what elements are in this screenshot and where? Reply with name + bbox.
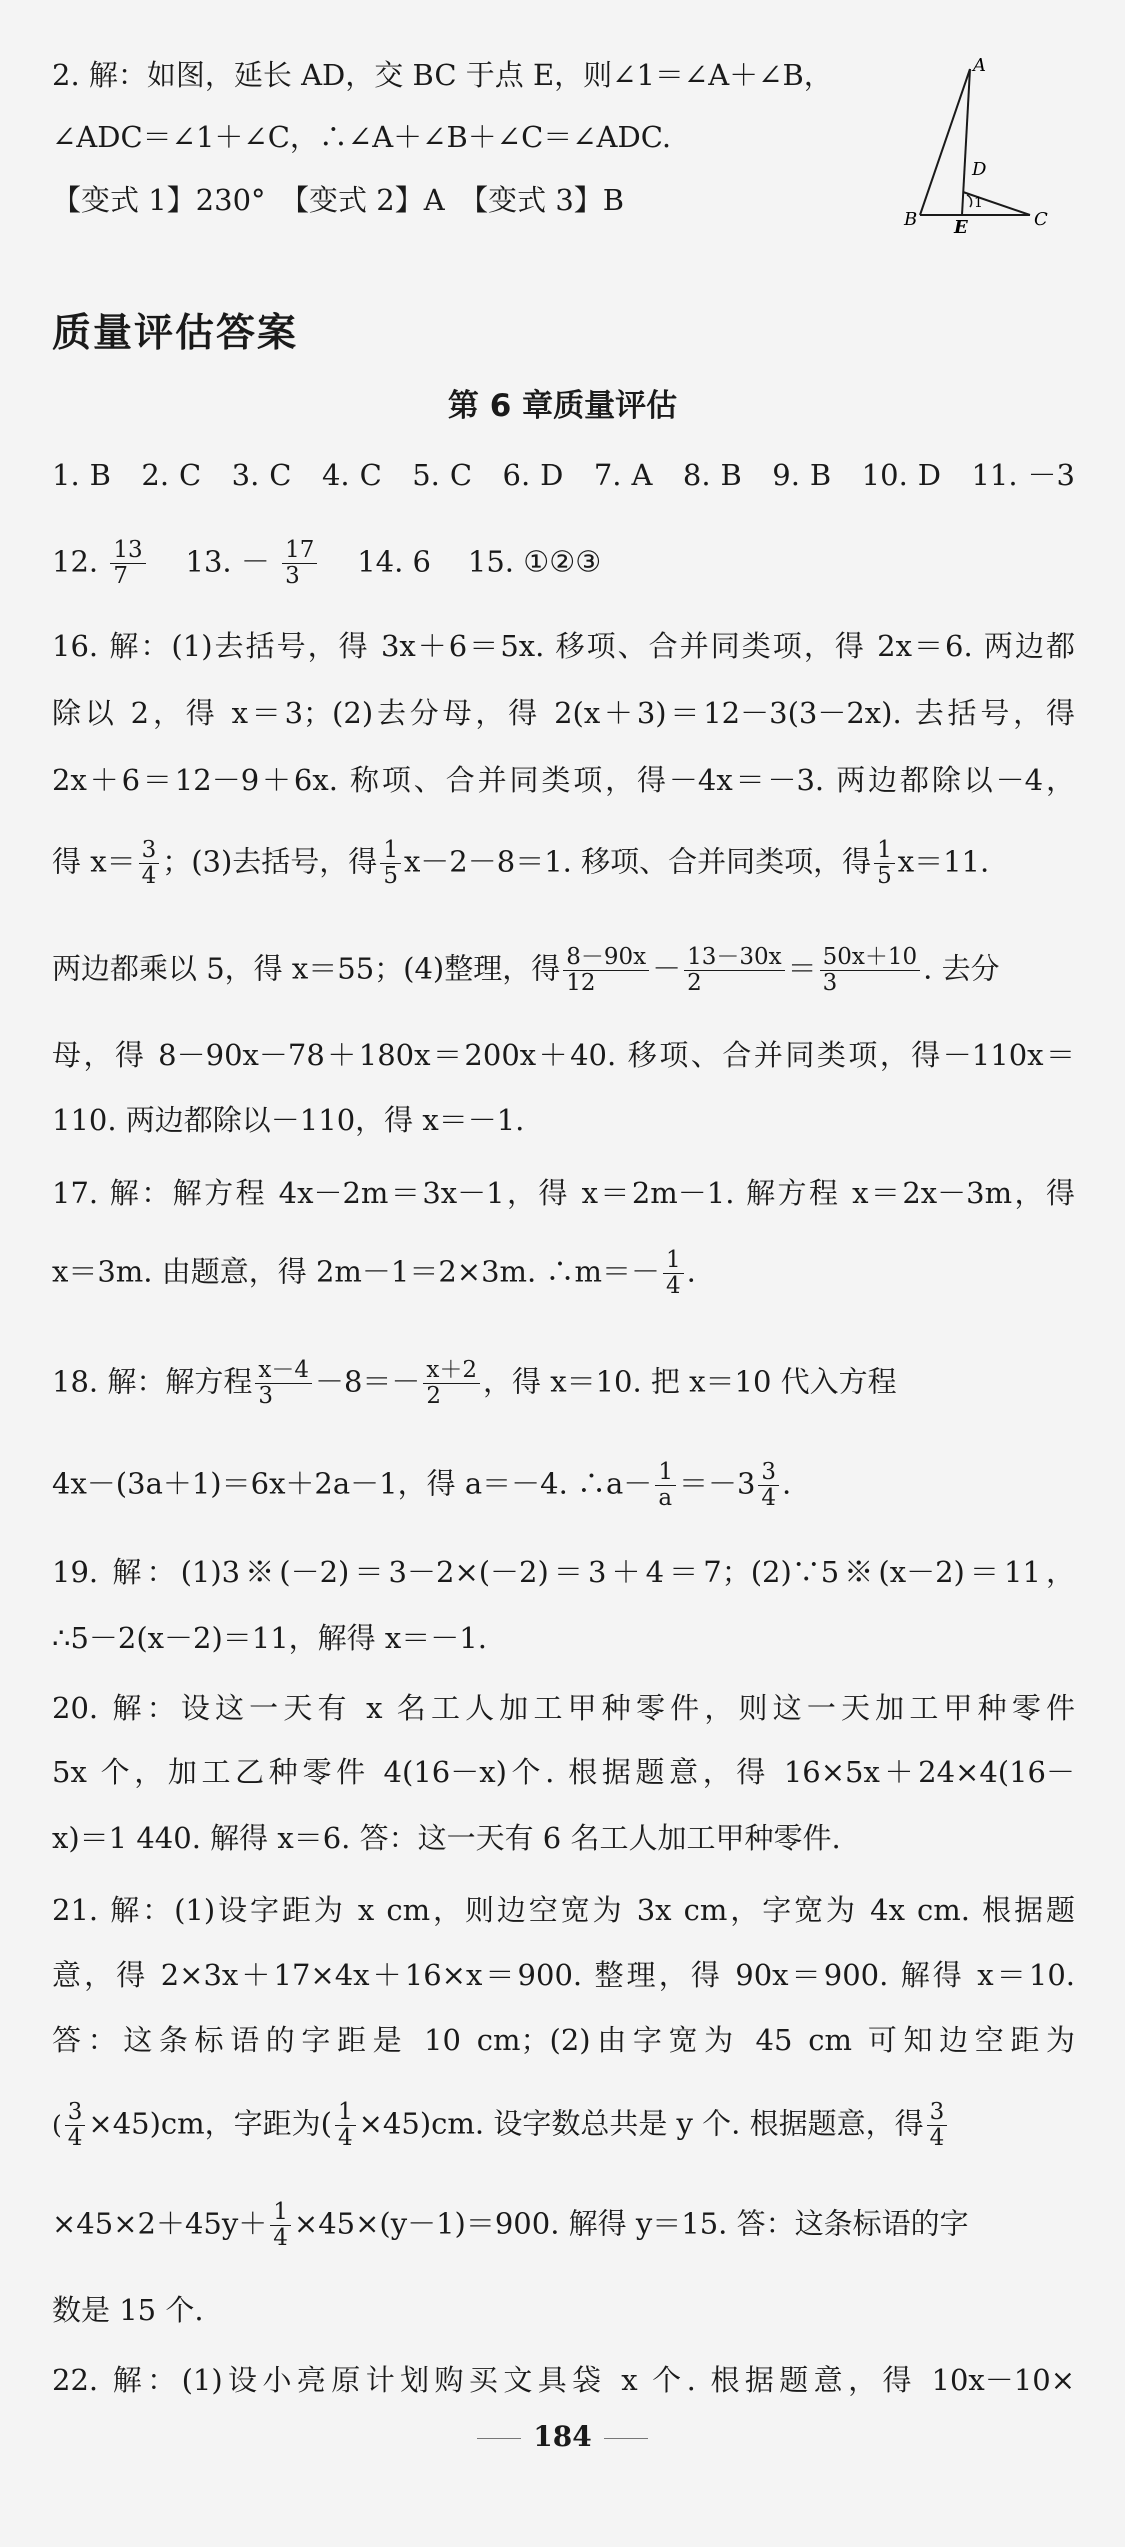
q21-line-3: 答：这条标语的字距是 10 cm；(2)由字宽为 45 cm 可知边空距为 [52,2023,1075,2057]
q18-line-2: 4x－(3a＋1)＝6x＋2a－1，得 a＝－4. ∴a－ $\frac{1}{a}$ ＝－3 $\frac{3}{4}$ . [52,1459,792,1511]
q18-line-1: 18. 解：解方程 $\frac{x-4}{3}$ －8＝－ $\frac{x+2}{2}$ ，得 x＝10. 把 x＝10 代入方程 [52,1357,897,1409]
triangle-figure [900,55,1070,235]
section-title: 质量评估答案 [52,311,299,356]
q13-label: 13. － [185,544,270,579]
q21-line-4: ( $\frac{3}{4}$ ×45)cm，字距为( $\frac{1}{4}$ ×45)cm. 设字数总共是 y 个. 根据题意，得 $\frac{3}{4}$ [52,2100,1075,2151]
q17-line-2: x＝3m. 由题意，得 2m－1＝2×3m. ∴m＝－ $\frac{1}{4}$ . [52,1247,696,1299]
q16-line-3: 2x＋6＝12－9＋6x. 称项、合并同类项，得－4x＝－3. 两边都除以－4， [52,763,1075,797]
label-a: A [973,55,986,76]
label-c: C [1034,209,1048,230]
q14-answer: 14. 6 [357,544,432,579]
q16-line-2: 除以 2，得 x＝3；(2)去分母，得 2(x＋3)＝12－3(3－2x). 去括号，得 [52,696,1075,730]
label-d: D [972,159,987,180]
q21-line-5: ×45×2＋45y＋ $\frac{1}{4}$ ×45×(y－1)＝900. 解得 y＝15. 答：这条标语的字 [52,2199,969,2251]
q16-line-1: 16. 解：(1)去括号，得 3x＋6＝5x. 移项、合并同类项，得 2x＝6. 两边都 [52,629,1075,663]
fill-answers [52,538,1075,589]
q21-line-2: 意，得 2×3x＋17×4x＋16×x＝900. 整理，得 90x＝900. 解得 x＝10. [52,1958,1075,1992]
q22-line-1: 22. 解：(1)设小亮原计划购买文具袋 x 个. 根据题意，得 10x－10× [52,2363,1075,2397]
q20-line-1: 20. 解：设这一天有 x 名工人加工甲种零件，则这一天加工甲种零件 [52,1691,1075,1725]
q2-line-2: ∠ADC＝∠1＋∠C，∴∠A＋∠B＋∠C＝∠ADC. [52,120,672,154]
q15-answer: 15. ①②③ [467,544,602,579]
q16-line-4: 得 x＝ $\frac{3}{4}$ ；(3)去括号，得 $\frac{1}{5}$ x－2－8＝1. 移项、合并同类项，得 $\frac{1}{5}$ x＝11. [52,837,990,889]
label-e: E [954,217,968,235]
label-angle-1: 1 [974,195,983,211]
chapter-title: 第 6 章质量评估 [447,388,678,424]
q16-line-7: 110. 两边都除以－110，得 x＝－1. [52,1103,525,1137]
q19-line-1: 19. 解：(1)3※(－2)＝3－2×(－2)＝3＋4＝7；(2)∵5※(x－2)＝11， [52,1555,1075,1589]
q16-line-5: 两边都乘以 5，得 x＝55；(4)整理，得 $\frac{8-90x}{12}$ － $\frac{13-30x}{2}$ ＝ $\frac{50x+10}{3}$ . 去分 [52,944,1000,996]
q12-fraction: $\frac{13}{7}$ [110,538,145,589]
q2-line-1: 2. 解：如图，延长 AD，交 BC 于点 E，则∠1＝∠A＋∠B， [52,58,833,92]
q21-line-6: 数是 15 个. [52,2293,204,2327]
q20-line-3: x)＝1 440. 解得 x＝6. 答：这一天有 6 名工人加工甲种零件. [52,1821,841,1855]
q20-line-2: 5x 个，加工乙种零件 4(16－x)个. 根据题意，得 16×5x＋24×4(16－ [52,1755,1075,1789]
q17-line-1: 17. 解：解方程 4x－2m＝3x－1，得 x＝2m－1. 解方程 x＝2x－3m，得 [52,1176,1075,1210]
label-b: B [904,209,918,230]
choice-answers: 1. B 2. C 3. C 4. C 5. C 6. D 7. A 8. B 9. B 10. D 11. －3 [52,458,1075,492]
q21-line-1: 21. 解：(1)设字距为 x cm，则边空宽为 3x cm，字宽为 4x cm. 根据题 [52,1893,1075,1927]
q12-label: 12. [52,544,99,579]
q16-line-6: 母，得 8－90x－78＋180x＝200x＋40. 移项、合并同类项，得－110x＝ [52,1038,1075,1072]
q19-line-2: ∴5－2(x－2)＝11，解得 x＝－1. [52,1621,487,1655]
q2-variants: 【变式 1】230° 【变式 2】A 【变式 3】B [52,183,625,217]
q13-fraction: $\frac{17}{3}$ [282,538,317,589]
page-number: 184 [0,2420,1125,2453]
